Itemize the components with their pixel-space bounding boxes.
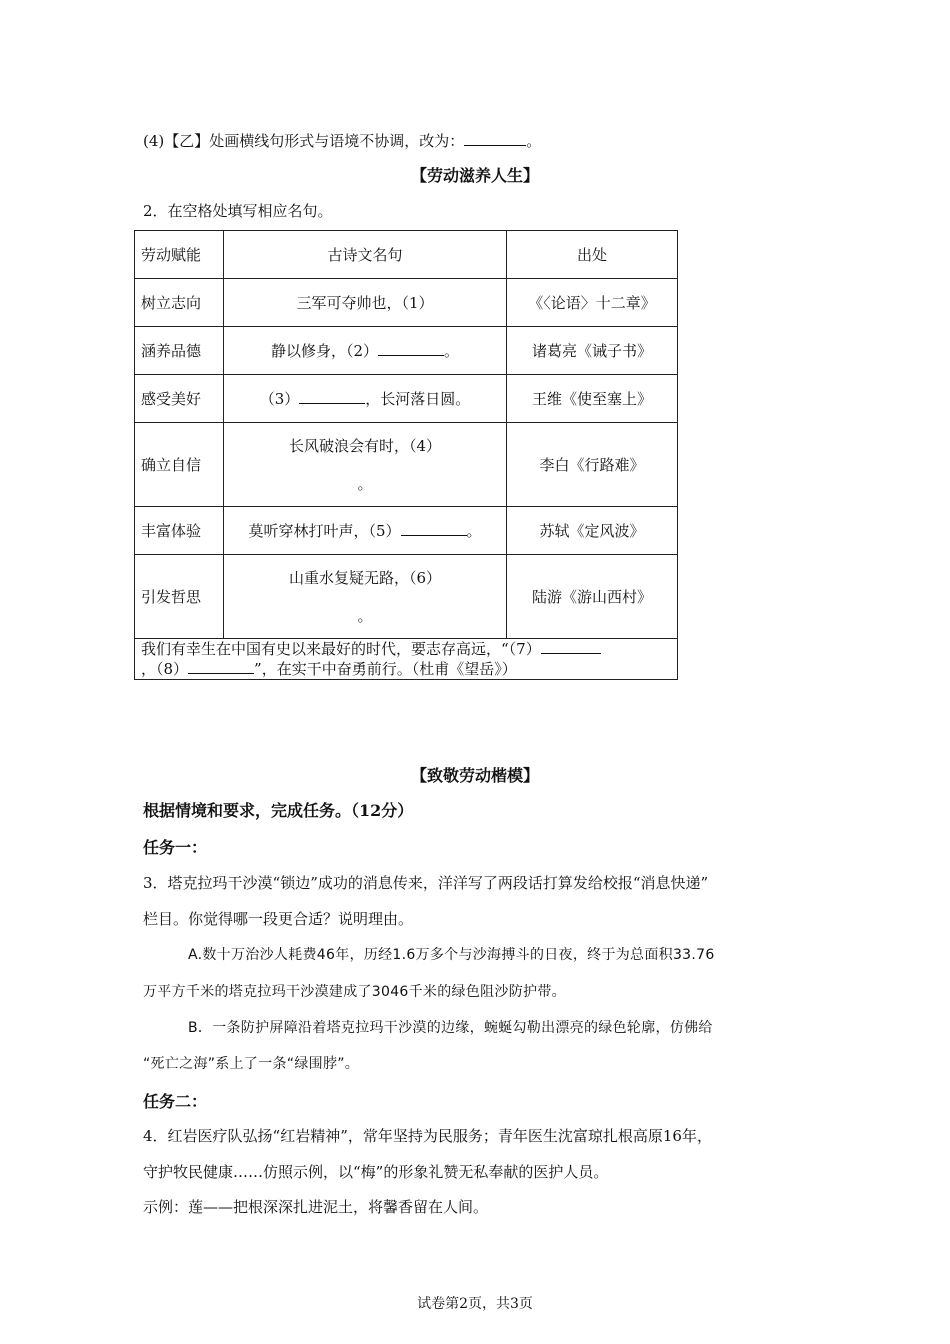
option-b-line1: B．一条防护屏障沿着塔克拉玛干沙漠的边缘，蜿蜒勾勒出漂亮的绿色轮廓，仿佛给 bbox=[188, 1020, 713, 1036]
q3-line1: 3．塔克拉玛干沙漠“锁边”成功的消息传来，洋洋写了两段话打算发给校报“消息快递” bbox=[143, 874, 709, 892]
quote-tail: 。 bbox=[357, 474, 373, 493]
quote-tail: 。 bbox=[466, 521, 482, 540]
summary-cell bbox=[135, 639, 678, 680]
q4-line1: 4．红岩医疗队弘扬“红岩精神”，常年坚持为民服务；青年医生沈富琼扎根高原16年， bbox=[143, 1127, 712, 1145]
option-a-line1: A.数十万治沙人耗费46年，历经1.6万多个与沙海搏斗的日夜，终于为总面积33.76 bbox=[188, 947, 715, 963]
summary-line2-b: ”，在实干中奋勇前行。（杜甫《望岳》） bbox=[254, 660, 517, 678]
q4-sub-question bbox=[143, 130, 541, 151]
answer-blank-5[interactable] bbox=[401, 521, 467, 536]
row-source: 《〈论语〉十二章》 bbox=[507, 279, 678, 327]
table-row bbox=[135, 423, 678, 507]
table-row bbox=[135, 507, 678, 555]
task1-label: 任务一： bbox=[143, 838, 208, 857]
row-theme: 涵养品德 bbox=[135, 327, 224, 375]
quote-tail: 。 bbox=[444, 341, 460, 360]
option-a-line2: 万平方千米的塔克拉玛干沙漠建成了3046千米的绿色阻沙防护带。 bbox=[143, 984, 566, 1000]
header-source: 出处 bbox=[507, 231, 678, 279]
answer-blank-8[interactable] bbox=[188, 659, 254, 674]
table-row bbox=[135, 555, 678, 639]
answer-blank-2[interactable] bbox=[378, 341, 444, 356]
page-footer: 试卷第2页，共3页 bbox=[417, 1296, 533, 1312]
quote-text: 静以修身，（2） bbox=[270, 341, 379, 360]
table-row bbox=[135, 279, 678, 327]
row-quote bbox=[224, 507, 507, 555]
row-theme: 树立志向 bbox=[135, 279, 224, 327]
section-title-models: 【致敬劳动楷模】 bbox=[410, 766, 539, 785]
row-quote bbox=[224, 327, 507, 375]
row-source: 王维《使至塞上》 bbox=[507, 375, 678, 423]
header-theme: 劳动赋能 bbox=[135, 231, 224, 279]
quote-text: 山重水复疑无路，（6） bbox=[288, 568, 442, 587]
row-source: 苏轼《定风波》 bbox=[507, 507, 678, 555]
row-source: 诸葛亮《诫子书》 bbox=[507, 327, 678, 375]
row-theme: 丰富体验 bbox=[135, 507, 224, 555]
q4-suffix: 。 bbox=[526, 132, 542, 150]
table-row bbox=[135, 375, 678, 423]
row-quote bbox=[224, 375, 507, 423]
quote-tail: ，长河落日圆。 bbox=[365, 389, 471, 408]
poem-table bbox=[134, 230, 678, 680]
q4-answer-blank[interactable] bbox=[464, 131, 526, 146]
summary-line2-a: ，（8） bbox=[141, 660, 189, 678]
quote-text: 三军可夺帅也，（1） bbox=[296, 293, 434, 312]
summary-line1: 我们有幸生在中国有史以来最好的时代，要志存高远，“（7） bbox=[141, 640, 541, 658]
row-theme: 确立自信 bbox=[135, 423, 224, 507]
header-quote: 古诗文名句 bbox=[224, 231, 507, 279]
quote-text: 长风破浪会有时，（4） bbox=[288, 436, 442, 455]
task2-label: 任务二： bbox=[143, 1092, 208, 1111]
row-source: 李白《行路难》 bbox=[507, 423, 678, 507]
q4-example: 示例：莲——把根深深扎进泥土，将馨香留在人间。 bbox=[143, 1198, 489, 1216]
instruction: 根据情境和要求，完成任务。（12分） bbox=[143, 801, 414, 820]
q2-prompt: 2．在空格处填写相应名句。 bbox=[143, 202, 333, 220]
row-theme: 感受美好 bbox=[135, 375, 224, 423]
table-header-row bbox=[135, 231, 678, 279]
row-quote bbox=[224, 423, 507, 507]
row-source: 陆游《游山西村》 bbox=[507, 555, 678, 639]
quote-tail: 。 bbox=[357, 606, 373, 625]
quote-text: 莫听穿林打叶声，（5） bbox=[248, 521, 401, 540]
row-quote bbox=[224, 279, 507, 327]
answer-blank-3[interactable] bbox=[299, 389, 365, 404]
q4-prefix: (4)【乙】处画横线句形式与语境不协调，改为： bbox=[143, 132, 465, 150]
section-title-labor: 【劳动滋养人生】 bbox=[410, 166, 539, 185]
table-row bbox=[135, 327, 678, 375]
q4-line2: 守护牧民健康……仿照示例，以“梅”的形象礼赞无私奉献的医护人员。 bbox=[143, 1163, 609, 1181]
quote-text: （3） bbox=[259, 389, 300, 408]
answer-blank-7[interactable] bbox=[541, 639, 601, 654]
option-b-line2: “死亡之海”系上了一条“绿围脖”。 bbox=[143, 1056, 360, 1072]
table-row-summary bbox=[135, 639, 678, 680]
row-theme: 引发哲思 bbox=[135, 555, 224, 639]
q3-line2: 栏目。你觉得哪一段更合适？说明理由。 bbox=[143, 910, 414, 928]
row-quote bbox=[224, 555, 507, 639]
